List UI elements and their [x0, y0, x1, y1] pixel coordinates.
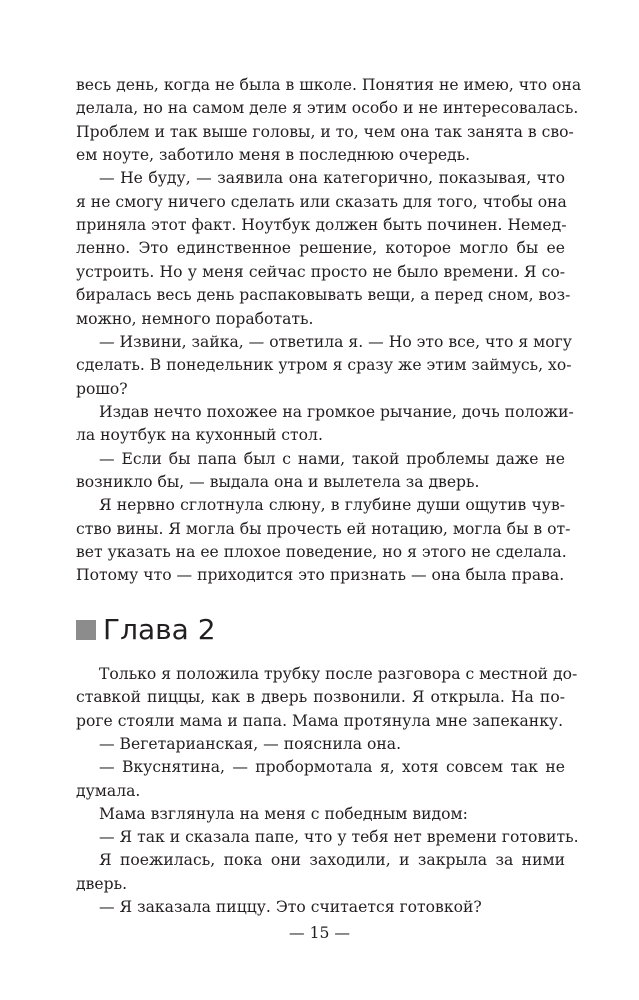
chapter-title: Глава 2: [103, 613, 216, 646]
text-line: роге стояли мама и папа. Мама протянула мне запеканку.: [76, 711, 564, 730]
text-line: устроить. Но у меня сейчас просто не было времени. Я со-: [76, 262, 565, 281]
text-line: Я нервно сглотнула слюну, в глубине души ощутив чув-: [99, 496, 565, 515]
chapter-heading: [76, 610, 216, 650]
text-line: сделать. В понедельник утром я сразу же этим займусь, хо-: [76, 356, 572, 375]
text-line: думала.: [76, 781, 141, 800]
text-line: весь день, когда не была в школе. Понятия не имею, что она: [76, 76, 582, 94]
text-line: Только я положила трубку после разговора с местной до-: [99, 665, 578, 683]
text-line: Издав нечто похожее на громкое рычание, дочь положи-: [99, 402, 574, 421]
text-line: — Я так и сказала папе, что у тебя нет времени готовить.: [99, 828, 579, 847]
text-line: я не смогу ничего сделать или сказать для того, чтобы она: [76, 192, 567, 211]
text-line: Проблем и так выше головы, и то, чем она так занята в сво-: [76, 122, 574, 141]
chapter-marker-square: [76, 620, 96, 640]
text-line: можно, немного поработать.: [76, 309, 314, 328]
text-line: — Если бы папа был с нами, такой проблемы даже не: [99, 449, 565, 468]
text-line: ем ноуте, заботило меня в последнюю очередь.: [76, 146, 471, 165]
text-line: ставкой пиццы, как в дверь позвонили. Я открыла. На по-: [76, 688, 565, 707]
text-line: — Вегетарианская, — пояснила она.: [99, 734, 402, 753]
text-line: вет указать на ее плохое поведение, но я этого не сделала.: [76, 543, 567, 561]
text-line: делала, но на самом деле я этим особо и не интересовалась.: [76, 99, 579, 118]
text-line: приняла этот факт. Ноутбук должен быть починен. Немед-: [76, 216, 567, 235]
text-line: — Я заказала пиццу. Это считается готовкой?: [99, 898, 482, 916]
text-line: — Не буду, — заявила она категорично, показывая, что: [99, 169, 565, 188]
text-line: — Извини, зайка, — ответила я. — Но это все, что я могу: [99, 332, 572, 351]
text-line: Потому что — приходится это признать — она была права.: [76, 566, 565, 585]
text-line: ство вины. Я могла бы прочесть ей нотацию, могла бы в от-: [76, 519, 571, 538]
text-line: ла ноутбук на кухонный стол.: [76, 426, 323, 445]
text-line: Мама взглянула на меня с победным видом:: [99, 804, 468, 823]
page-number: — 15 —: [289, 924, 350, 942]
text-line: рошо?: [76, 379, 128, 398]
text-line: ленно. Это единственное решение, которое могло бы ее: [76, 239, 565, 258]
text-line: — Вкуснятина, — пробормотала я, хотя совсем так не: [99, 758, 565, 777]
text-line: Я поежилась, пока они заходили, и закрыла за ними: [99, 851, 565, 870]
text-line: возникло бы, — выдала она и вылетела за дверь.: [76, 472, 480, 491]
text-line: биралась весь день распаковывать вещи, а перед сном, воз-: [76, 286, 571, 305]
text-line: дверь.: [76, 874, 128, 893]
